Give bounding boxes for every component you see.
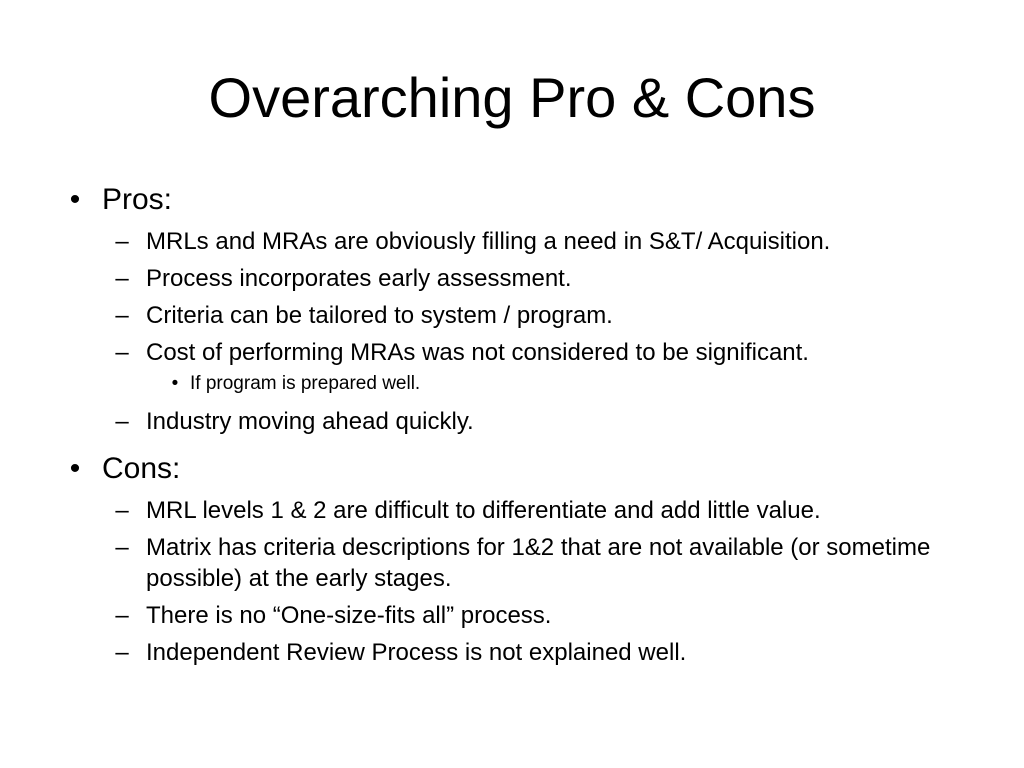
- list-item-text: Process incorporates early assessment.: [146, 265, 572, 292]
- dash-icon: –: [115, 534, 129, 561]
- slide-content: [60, 180, 980, 674]
- list-item-text: Independent Review Process is not explained well.: [146, 639, 687, 666]
- section-heading-label: Pros:: [102, 183, 173, 216]
- bullet-icon: •: [171, 373, 179, 394]
- list-item-text: Industry moving ahead quickly.: [146, 408, 474, 435]
- list-item: [60, 337, 980, 368]
- list-item-text: Cost of performing MRAs was not considered to be significant.: [146, 339, 809, 366]
- list-item-text: There is no “One-size-fits all” process.: [146, 602, 552, 629]
- list-item-text: Criteria can be tailored to system / program.: [146, 302, 613, 329]
- bullet-icon: •: [69, 183, 81, 216]
- dash-icon: –: [115, 497, 129, 524]
- list-item: [60, 495, 980, 526]
- list-item: [60, 263, 980, 294]
- list-item: [60, 300, 980, 331]
- list-item-text: Matrix has criteria descriptions for 1&2 that are not available (or sometime possible) at the early stages.: [146, 534, 931, 592]
- bullet-icon: •: [69, 452, 81, 485]
- list-item-text: MRLs and MRAs are obviously filling a need in S&T/ Acquisition.: [146, 228, 831, 255]
- slide-title: Overarching Pro & Cons: [208, 66, 816, 129]
- section-heading-cons: [60, 449, 980, 489]
- section-heading-pros: [60, 180, 980, 220]
- list-item-text: MRL levels 1 & 2 are difficult to differentiate and add little value.: [146, 497, 821, 524]
- dash-icon: –: [115, 228, 129, 255]
- dash-icon: –: [115, 339, 129, 366]
- sub-list-item-text: If program is prepared well.: [190, 373, 421, 394]
- list-item: [60, 406, 980, 437]
- dash-icon: –: [115, 408, 129, 435]
- dash-icon: –: [115, 639, 129, 666]
- dash-icon: –: [115, 602, 129, 629]
- list-item: [60, 600, 980, 631]
- list-item: [60, 532, 980, 594]
- list-item: [60, 226, 980, 257]
- dash-icon: –: [115, 265, 129, 292]
- sub-list-item: [60, 372, 980, 396]
- list-item: [60, 637, 980, 668]
- dash-icon: –: [115, 302, 129, 329]
- section-heading-label: Cons:: [102, 452, 181, 485]
